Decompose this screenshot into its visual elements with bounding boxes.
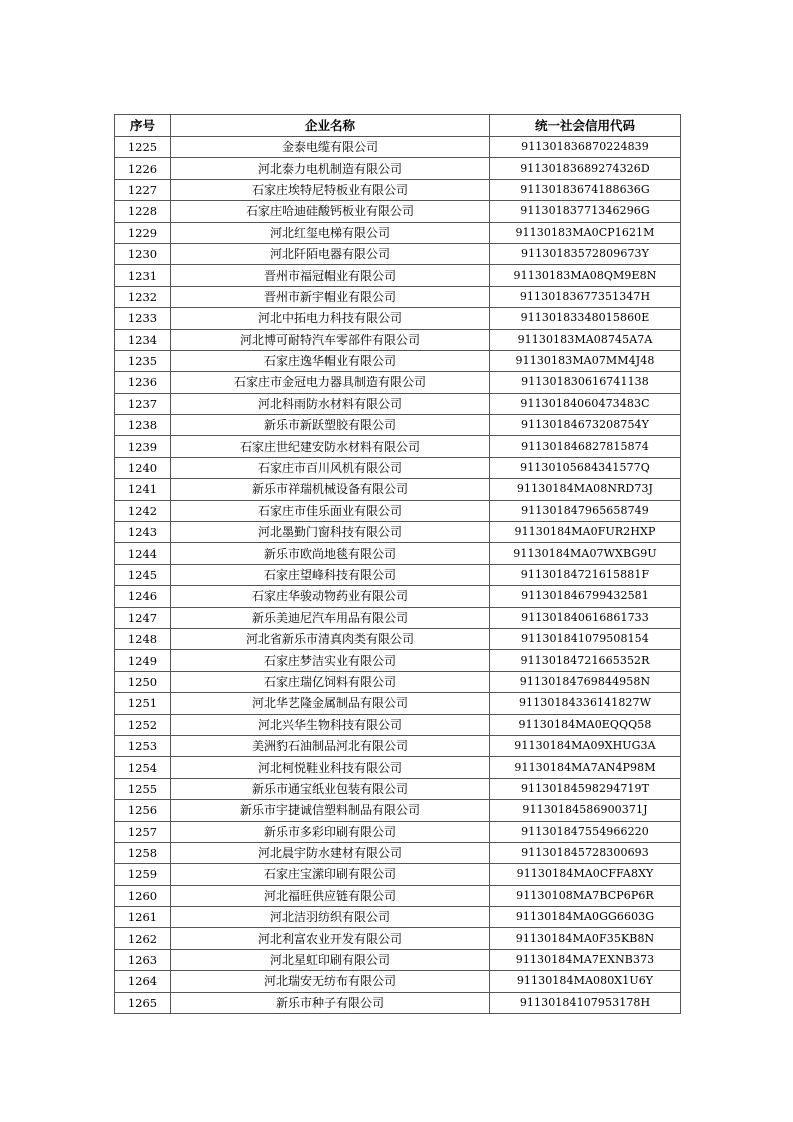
serial-number-cell: 1259 <box>115 864 171 885</box>
serial-number-cell: 1236 <box>115 372 171 393</box>
table-row <box>115 479 681 500</box>
enterprise-name-cell: 河北中拓电力科技有限公司 <box>171 308 490 329</box>
credit-code-cell: 91130184336141827W <box>490 693 681 714</box>
enterprise-name-cell: 石家庄市百川风机有限公司 <box>171 457 490 478</box>
table-row <box>115 286 681 307</box>
serial-number-cell: 1227 <box>115 179 171 200</box>
credit-code-cell: 911301845728300693 <box>490 842 681 863</box>
serial-number-cell: 1242 <box>115 500 171 521</box>
table-row <box>115 928 681 949</box>
credit-code-cell: 91130184673208754Y <box>490 415 681 436</box>
serial-number-cell: 1262 <box>115 928 171 949</box>
table-row <box>115 821 681 842</box>
enterprise-name-cell: 石家庄瑞亿饲料有限公司 <box>171 671 490 692</box>
serial-number-cell: 1265 <box>115 992 171 1013</box>
enterprise-name-cell: 河北阡陌电器有限公司 <box>171 243 490 264</box>
credit-code-cell: 91130184721665352R <box>490 650 681 671</box>
credit-code-cell: 91130184MA08NRD73J <box>490 479 681 500</box>
credit-code-cell: 91130184MA0F35KB8N <box>490 928 681 949</box>
credit-code-cell: 911301830616741138 <box>490 372 681 393</box>
enterprise-name-cell: 河北星虹印刷有限公司 <box>171 949 490 970</box>
credit-code-cell: 91130183MA07MM4J48 <box>490 350 681 371</box>
enterprise-name-cell: 河北省新乐市清真肉类有限公司 <box>171 628 490 649</box>
table-row <box>115 158 681 179</box>
serial-number-cell: 1238 <box>115 415 171 436</box>
table-row <box>115 671 681 692</box>
serial-number-cell: 1256 <box>115 800 171 821</box>
enterprise-name-cell: 河北晨宇防水建材有限公司 <box>171 842 490 863</box>
enterprise-name-cell: 新乐市新跃塑胶有限公司 <box>171 415 490 436</box>
serial-number-cell: 1235 <box>115 350 171 371</box>
enterprise-name-cell: 河北瑞安无纺布有限公司 <box>171 971 490 992</box>
serial-number-cell: 1239 <box>115 436 171 457</box>
serial-number-cell: 1233 <box>115 308 171 329</box>
table-row <box>115 265 681 286</box>
table-row <box>115 350 681 371</box>
serial-number-cell: 1245 <box>115 564 171 585</box>
serial-number-cell: 1248 <box>115 628 171 649</box>
table-row <box>115 842 681 863</box>
serial-number-cell: 1243 <box>115 522 171 543</box>
credit-code-cell: 911301841079508154 <box>490 628 681 649</box>
credit-code-cell: 91130184MA0EQQQ58 <box>490 714 681 735</box>
serial-number-cell: 1249 <box>115 650 171 671</box>
table-row <box>115 543 681 564</box>
enterprise-name-cell: 石家庄梦洁实业有限公司 <box>171 650 490 671</box>
enterprise-name-cell: 金泰电缆有限公司 <box>171 137 490 158</box>
enterprise-name-cell: 石家庄华骏动物药业有限公司 <box>171 586 490 607</box>
credit-code-cell: 91130183MA08745A7A <box>490 329 681 350</box>
table-row <box>115 308 681 329</box>
enterprise-name-cell: 河北华艺隆金属制品有限公司 <box>171 693 490 714</box>
credit-code-cell: 911301847965658749 <box>490 500 681 521</box>
credit-code-cell: 911301847554966220 <box>490 821 681 842</box>
serial-number-cell: 1237 <box>115 393 171 414</box>
credit-code-cell: 91130108MA7BCP6P6R <box>490 885 681 906</box>
enterprise-name-cell: 石家庄市金冠电力器具制造有限公司 <box>171 372 490 393</box>
table-row <box>115 393 681 414</box>
enterprise-name-cell: 新乐市欧尚地毯有限公司 <box>171 543 490 564</box>
serial-number-cell: 1247 <box>115 607 171 628</box>
credit-code-cell: 911301846827815874 <box>490 436 681 457</box>
serial-number-cell: 1253 <box>115 735 171 756</box>
table-header-row <box>115 115 681 137</box>
table-row <box>115 971 681 992</box>
enterprise-name-cell: 河北科雨防水材料有限公司 <box>171 393 490 414</box>
credit-code-cell: 91130183771346296G <box>490 201 681 222</box>
header-credit-code: 统一社会信用代码 <box>490 115 681 137</box>
enterprise-name-cell: 河北福旺供应链有限公司 <box>171 885 490 906</box>
credit-code-cell: 911301840616861733 <box>490 607 681 628</box>
table-row <box>115 222 681 243</box>
enterprise-name-cell: 美洲豹石油制品河北有限公司 <box>171 735 490 756</box>
table-row <box>115 415 681 436</box>
table-row <box>115 607 681 628</box>
table-row <box>115 628 681 649</box>
credit-code-cell: 91130183572809673Y <box>490 243 681 264</box>
table-row <box>115 137 681 158</box>
table-row <box>115 992 681 1013</box>
credit-code-cell: 911301836870224839 <box>490 137 681 158</box>
serial-number-cell: 1228 <box>115 201 171 222</box>
table-row <box>115 372 681 393</box>
table-row <box>115 885 681 906</box>
credit-code-cell: 91130183677351347H <box>490 286 681 307</box>
credit-code-cell: 91130184598294719T <box>490 778 681 799</box>
table-row <box>115 864 681 885</box>
enterprise-name-cell: 石家庄世纪建安防水材料有限公司 <box>171 436 490 457</box>
serial-number-cell: 1246 <box>115 586 171 607</box>
table-row <box>115 650 681 671</box>
credit-code-cell: 91130184MA0FUR2HXP <box>490 522 681 543</box>
credit-code-cell: 91130184060473483C <box>490 393 681 414</box>
enterprise-name-cell: 河北墨勤门窗科技有限公司 <box>171 522 490 543</box>
serial-number-cell: 1263 <box>115 949 171 970</box>
credit-code-cell: 91130183674188636G <box>490 179 681 200</box>
credit-code-cell: 91130184MA07WXBG9U <box>490 543 681 564</box>
enterprise-name-cell: 河北泰力电机制造有限公司 <box>171 158 490 179</box>
table-row <box>115 179 681 200</box>
enterprise-name-cell: 石家庄宝潆印刷有限公司 <box>171 864 490 885</box>
enterprise-name-cell: 河北兴华生物科技有限公司 <box>171 714 490 735</box>
serial-number-cell: 1229 <box>115 222 171 243</box>
table-row <box>115 201 681 222</box>
enterprise-name-cell: 新乐市多彩印刷有限公司 <box>171 821 490 842</box>
serial-number-cell: 1241 <box>115 479 171 500</box>
enterprise-name-cell: 晋州市福冠帽业有限公司 <box>171 265 490 286</box>
serial-number-cell: 1254 <box>115 757 171 778</box>
credit-code-cell: 91130183689274326D <box>490 158 681 179</box>
enterprise-name-cell: 石家庄哈迪硅酸钙板业有限公司 <box>171 201 490 222</box>
credit-code-cell: 91130184586900371J <box>490 800 681 821</box>
serial-number-cell: 1230 <box>115 243 171 264</box>
serial-number-cell: 1261 <box>115 907 171 928</box>
table-row <box>115 735 681 756</box>
table-row <box>115 329 681 350</box>
serial-number-cell: 1258 <box>115 842 171 863</box>
enterprise-name-cell: 河北红玺电梯有限公司 <box>171 222 490 243</box>
serial-number-cell: 1231 <box>115 265 171 286</box>
header-enterprise-name: 企业名称 <box>171 115 490 137</box>
enterprise-name-cell: 新乐市宇捷诚信塑料制品有限公司 <box>171 800 490 821</box>
enterprise-name-cell: 新乐市种子有限公司 <box>171 992 490 1013</box>
serial-number-cell: 1244 <box>115 543 171 564</box>
table-row <box>115 586 681 607</box>
enterprise-name-cell: 石家庄逸华帽业有限公司 <box>171 350 490 371</box>
enterprise-name-cell: 河北柯悦鞋业科技有限公司 <box>171 757 490 778</box>
serial-number-cell: 1257 <box>115 821 171 842</box>
table-row <box>115 907 681 928</box>
enterprise-name-cell: 河北博可耐特汽车零部件有限公司 <box>171 329 490 350</box>
credit-code-cell: 91130183348015860E <box>490 308 681 329</box>
table-row <box>115 800 681 821</box>
table-row <box>115 564 681 585</box>
table-row <box>115 714 681 735</box>
serial-number-cell: 1226 <box>115 158 171 179</box>
table-row <box>115 693 681 714</box>
enterprise-name-cell: 石家庄埃特尼特板业有限公司 <box>171 179 490 200</box>
serial-number-cell: 1240 <box>115 457 171 478</box>
enterprise-name-cell: 新乐美迪尼汽车用品有限公司 <box>171 607 490 628</box>
credit-code-cell: 91130184721615881F <box>490 564 681 585</box>
enterprise-name-cell: 晋州市新宇帽业有限公司 <box>171 286 490 307</box>
credit-code-cell: 911301846799432581 <box>490 586 681 607</box>
table-row <box>115 949 681 970</box>
credit-code-cell: 91130105684341577Q <box>490 457 681 478</box>
credit-code-cell: 91130184MA0GG6603G <box>490 907 681 928</box>
enterprise-name-cell: 石家庄市佳乐面业有限公司 <box>171 500 490 521</box>
credit-code-cell: 91130184MA0CFFA8XY <box>490 864 681 885</box>
table-row <box>115 500 681 521</box>
credit-code-cell: 91130184107953178H <box>490 992 681 1013</box>
enterprise-name-cell: 河北利富农业开发有限公司 <box>171 928 490 949</box>
table-body <box>115 137 681 1014</box>
enterprise-name-cell: 新乐市通宝纸业包装有限公司 <box>171 778 490 799</box>
enterprise-name-cell: 石家庄望峰科技有限公司 <box>171 564 490 585</box>
credit-code-cell: 91130183MA08QM9E8N <box>490 265 681 286</box>
credit-code-cell: 91130184MA09XHUG3A <box>490 735 681 756</box>
enterprise-name-cell: 河北洁羽纺织有限公司 <box>171 907 490 928</box>
credit-code-cell: 91130184MA7EXNB373 <box>490 949 681 970</box>
serial-number-cell: 1225 <box>115 137 171 158</box>
credit-code-cell: 91130184769844958N <box>490 671 681 692</box>
table-row <box>115 457 681 478</box>
table-row <box>115 243 681 264</box>
enterprise-credit-code-table <box>114 114 681 1014</box>
serial-number-cell: 1251 <box>115 693 171 714</box>
credit-code-cell: 91130183MA0CP1621M <box>490 222 681 243</box>
serial-number-cell: 1255 <box>115 778 171 799</box>
table-row <box>115 778 681 799</box>
table-row <box>115 522 681 543</box>
serial-number-cell: 1232 <box>115 286 171 307</box>
header-serial-number: 序号 <box>115 115 171 137</box>
credit-code-cell: 91130184MA080X1U6Y <box>490 971 681 992</box>
table-row <box>115 757 681 778</box>
serial-number-cell: 1264 <box>115 971 171 992</box>
serial-number-cell: 1234 <box>115 329 171 350</box>
serial-number-cell: 1252 <box>115 714 171 735</box>
serial-number-cell: 1250 <box>115 671 171 692</box>
table-row <box>115 436 681 457</box>
credit-code-cell: 91130184MA7AN4P98M <box>490 757 681 778</box>
enterprise-name-cell: 新乐市祥瑞机械设备有限公司 <box>171 479 490 500</box>
serial-number-cell: 1260 <box>115 885 171 906</box>
